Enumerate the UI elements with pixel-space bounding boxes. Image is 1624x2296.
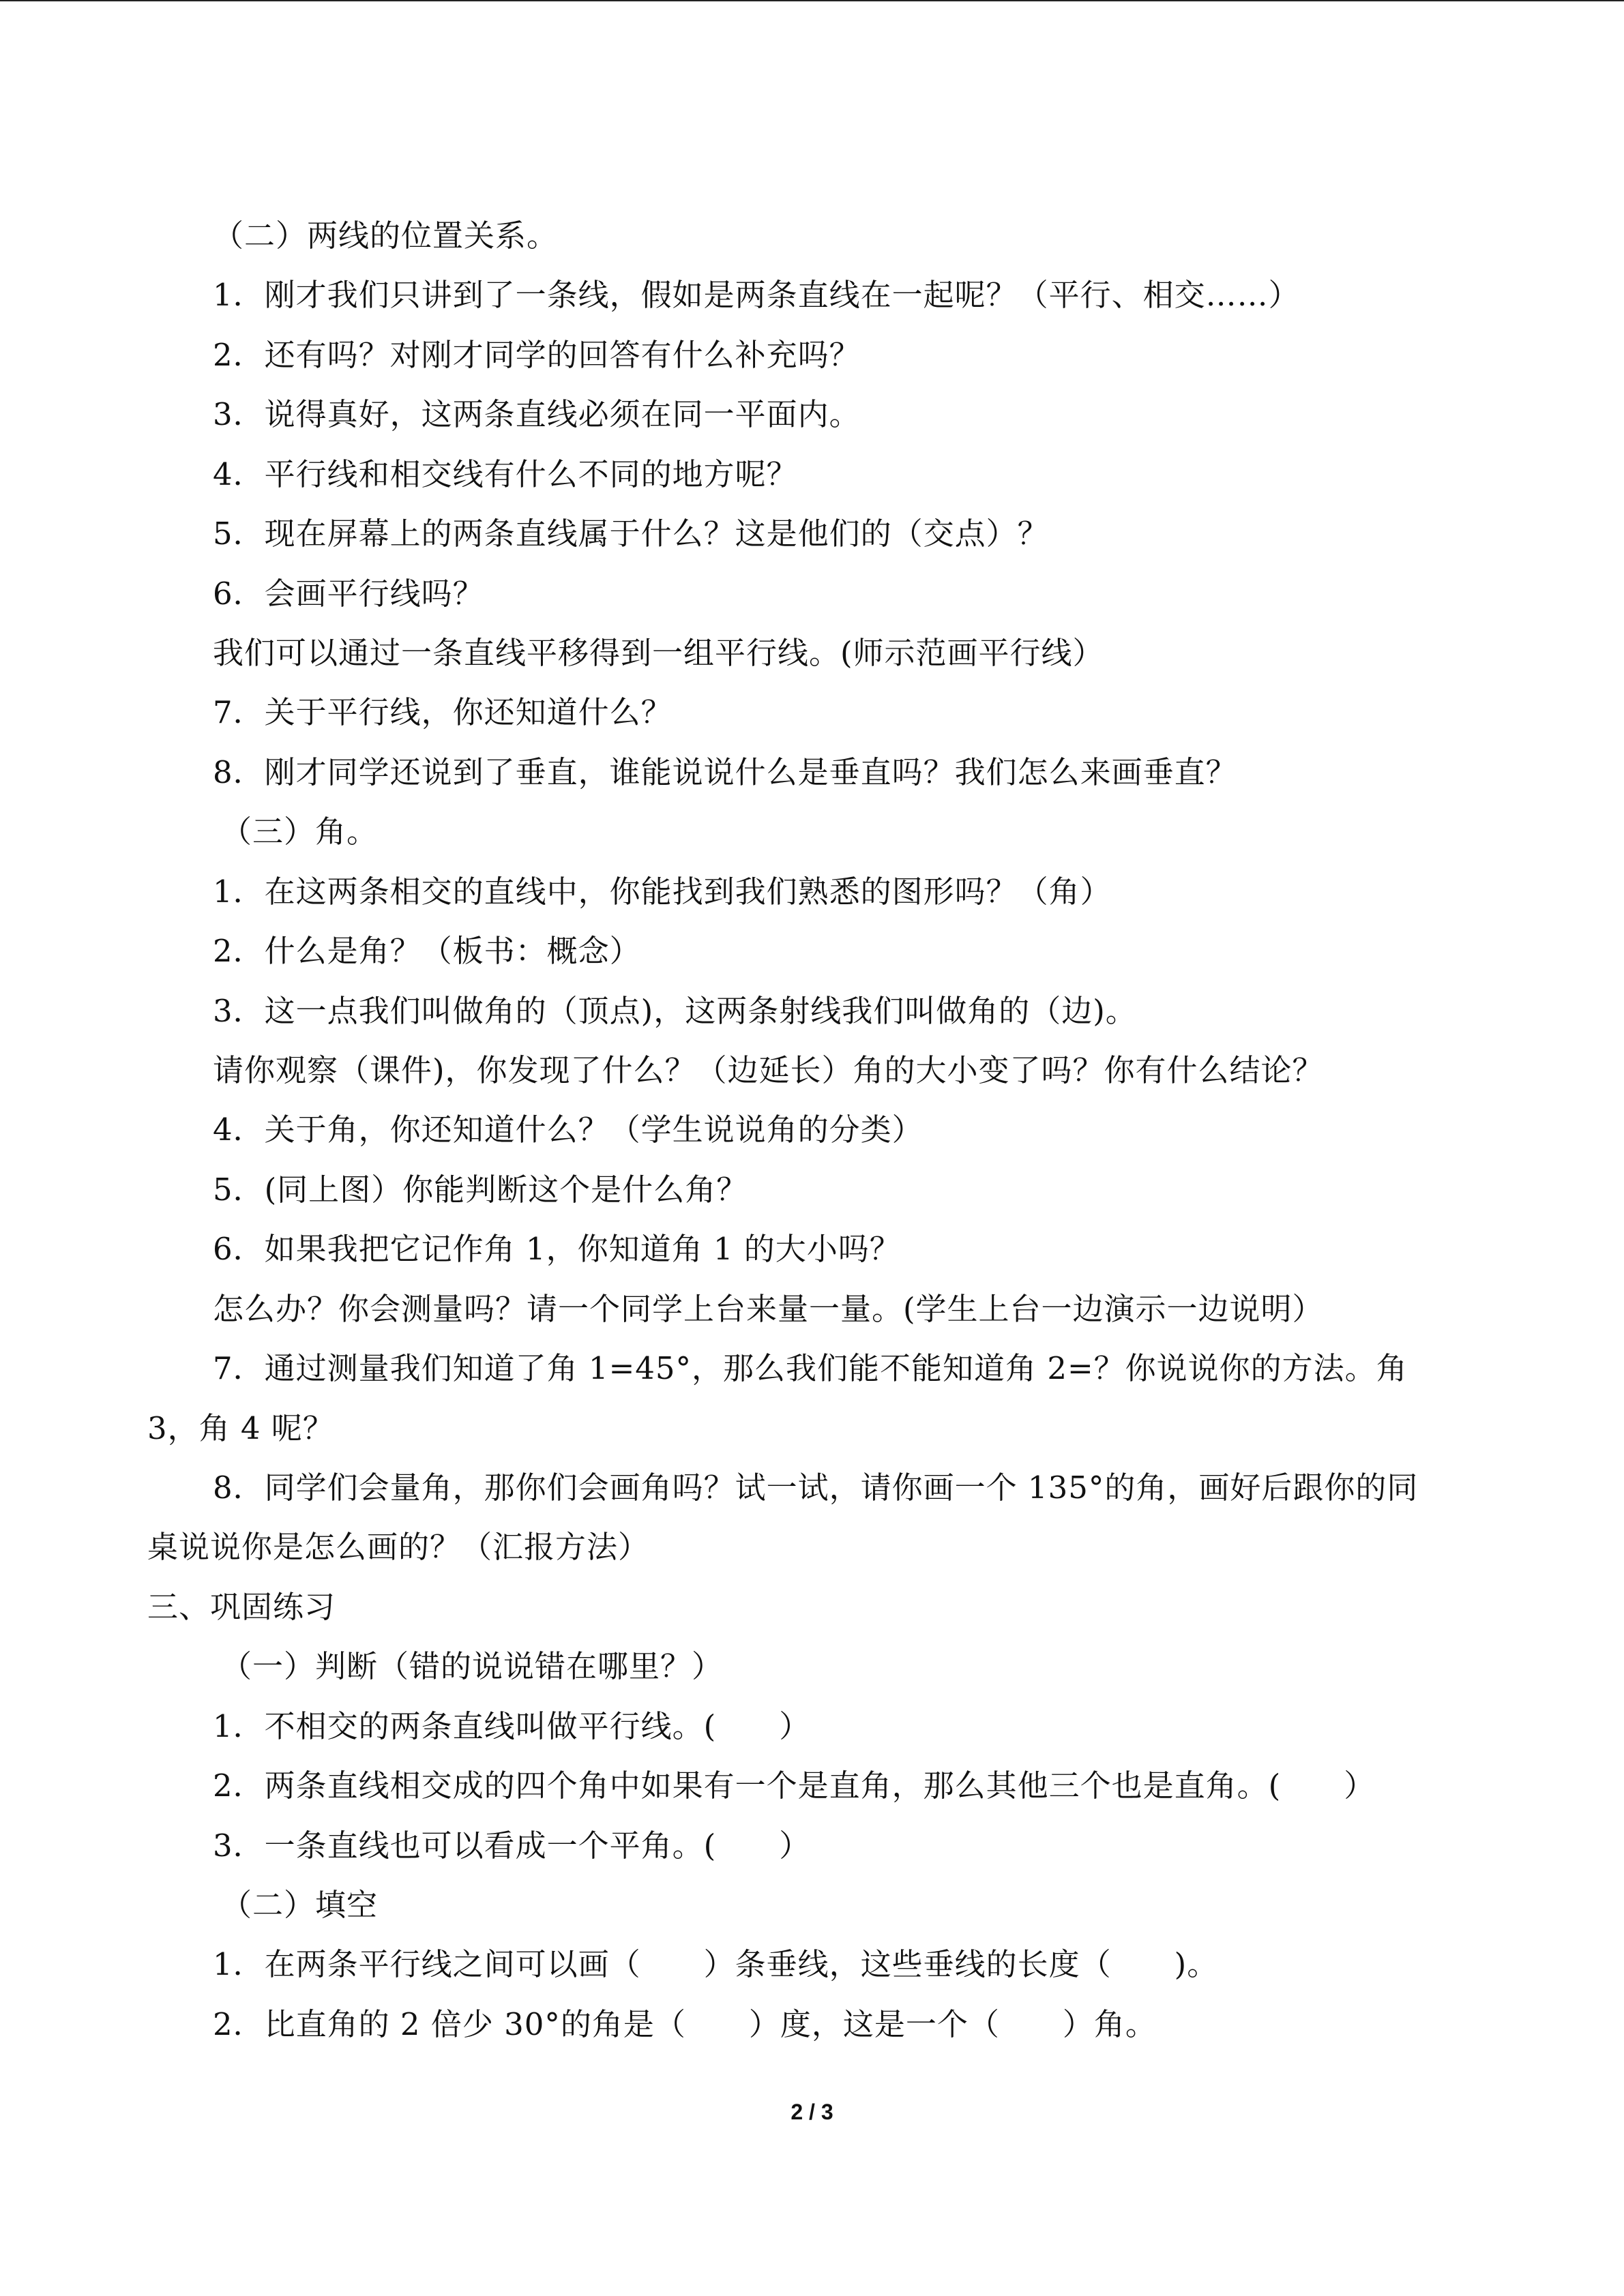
paragraph-line: 3．说得真好，这两条直线必须在同一平面内。 [213, 396, 861, 432]
paragraph-line: 怎么办？你会测量吗？请一个同学上台来量一量。(学生上台一边演示一边说明） [213, 1291, 1324, 1327]
exercise-item: 1．不相交的两条直线叫做平行线。( ） [213, 1708, 811, 1744]
paragraph-line: 6．如果我把它记作角 1，你知道角 1 的大小吗？ [213, 1231, 901, 1267]
paragraph-line: 3．这一点我们叫做角的（顶点)，这两条射线我们叫做角的（边)。 [213, 993, 1137, 1029]
paragraph-line: 桌说说你是怎么画的？（汇报方法） [147, 1529, 650, 1565]
paragraph-line: 7．通过测量我们知道了角 1=45°，那么我们能不能知道角 2=？你说说你的方法。角 [213, 1350, 1408, 1386]
paragraph-line: 请你观察（课件)，你发现了什么？（边延长）角的大小变了吗？你有什么结论？ [213, 1052, 1324, 1088]
paragraph-line: 8．刚才同学还说到了垂直，谁能说说什么是垂直吗？我们怎么来画垂直？ [213, 754, 1237, 790]
paragraph-line: 8．同学们会量角，那你们会画角吗？试一试，请你画一个 135°的角，画好后跟你的同 [213, 1470, 1419, 1506]
page-number: 2 / 3 [791, 2100, 833, 2124]
section-heading: （三）角。 [221, 814, 379, 850]
exercise-item: 1．在两条平行线之间可以画（ ）条垂线，这些垂线的长度（ )。 [213, 1946, 1219, 1982]
exercise-item: 2．比直角的 2 倍少 30°的角是（ ）度，这是一个（ ）角。 [213, 2006, 1157, 2042]
paragraph-line: 5．(同上图）你能判断这个是什么角？ [213, 1172, 748, 1208]
paragraph-line: 6．会画平行线吗？ [213, 576, 484, 612]
section-heading: （二）两线的位置关系。 [213, 218, 559, 254]
chapter-heading: 三、巩固练习 [147, 1589, 336, 1625]
paragraph-line: 2．什么是角？（板书：概念） [213, 933, 641, 969]
paragraph-line: 2．还有吗？对刚才同学的回答有什么补充吗？ [213, 337, 861, 373]
paragraph-line: 我们可以通过一条直线平移得到一组平行线。(师示范画平行线） [213, 635, 1104, 671]
exercise-item: 2．两条直线相交成的四个角中如果有一个是直角，那么其他三个也是直角。( ） [213, 1768, 1376, 1804]
section-heading: （二）填空 [221, 1887, 379, 1923]
exercise-item: 3．一条直线也可以看成一个平角。( ） [213, 1828, 811, 1864]
paragraph-line: 5．现在屏幕上的两条直线属于什么？这是他们的（交点）？ [213, 516, 1049, 552]
paragraph-line: 1．刚才我们只讲到了一条线，假如是两条直线在一起呢？（平行、相交……） [213, 277, 1300, 313]
paragraph-line: 1．在这两条相交的直线中，你能找到我们熟悉的图形吗？（角） [213, 874, 1112, 910]
paragraph-line: 7．关于平行线，你还知道什么？ [213, 694, 673, 730]
paragraph-line: 4．平行线和相交线有什么不同的地方呢？ [213, 456, 798, 492]
paragraph-line: 4．关于角，你还知道什么？（学生说说角的分类） [213, 1112, 924, 1148]
section-heading: （一）判断（错的说说错在哪里？） [221, 1648, 724, 1684]
paragraph-line: 3，角 4 呢？ [147, 1410, 334, 1446]
